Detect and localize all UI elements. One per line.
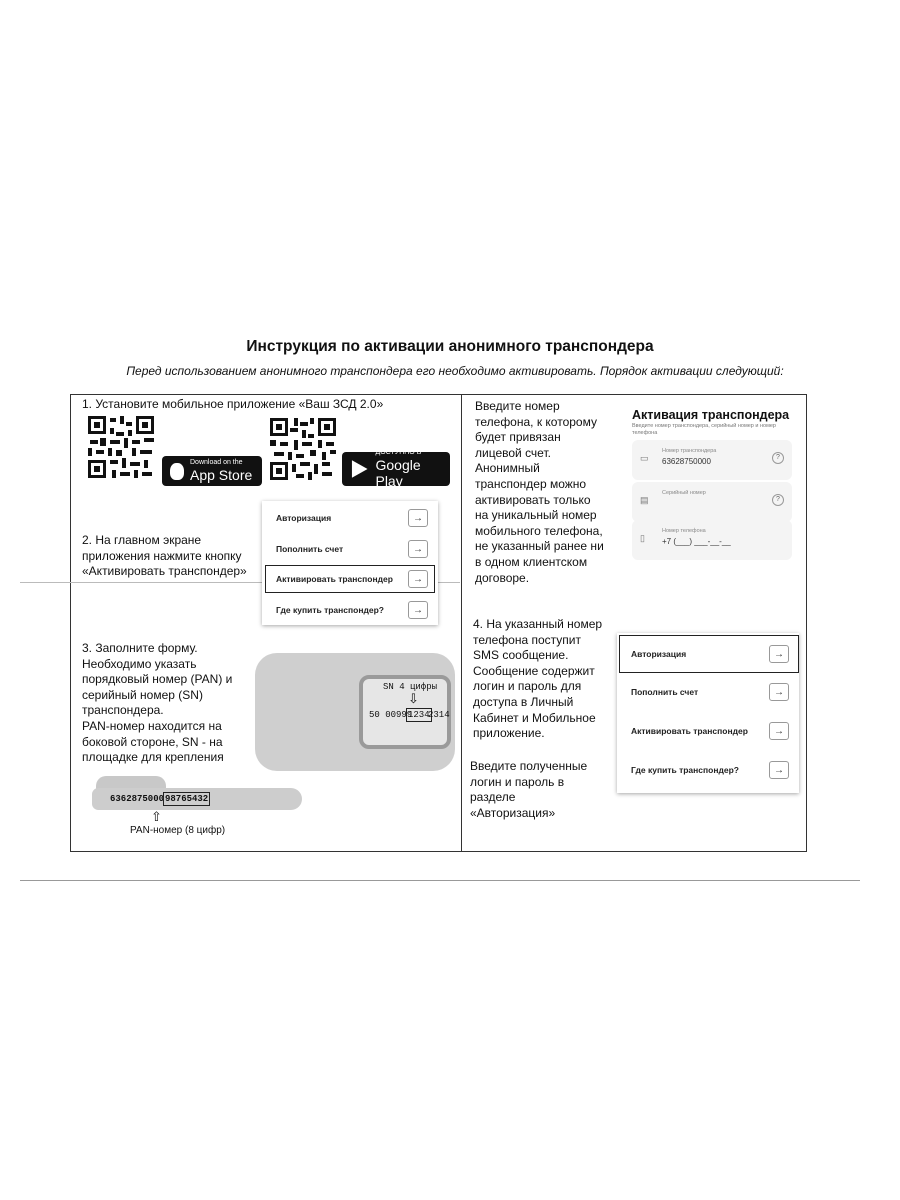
arrow-right-icon: →	[408, 509, 428, 527]
qr-code-icon	[86, 414, 156, 480]
menu-item-label: Пополнить счет	[276, 544, 344, 554]
arrow-right-icon: →	[769, 683, 789, 701]
help-icon[interactable]: ?	[772, 452, 784, 464]
menu-item-label: Авторизация	[276, 513, 332, 523]
pan-number-digits: 98765432	[165, 794, 209, 804]
sn-number-suffix: 2314	[428, 710, 450, 720]
document-icon: ▤	[640, 495, 649, 505]
step4-text: 4. На указанный номер телефона поступит SMS сообщение. Сообщение содержит логин и пароль для доступа в Личный Кабинет и Мобильное приложение.	[473, 617, 603, 741]
card-icon: ▭	[640, 453, 649, 463]
google-play-badge[interactable]	[342, 449, 450, 489]
menu-item-top-up[interactable]	[617, 677, 799, 707]
form-subtitle: Введите номер транспондера, серийный номер и номер телефона	[632, 423, 776, 436]
google-play-large-text: Google Play	[375, 457, 421, 489]
menu-item-label: Где купить транспондер?	[631, 765, 739, 775]
menu-item-where-to-buy[interactable]	[617, 755, 799, 785]
phone-instruction-text: Введите номер телефона, к которому будет привязан лицевой счет. Анонимный транспондер можно активировать только на уникальный номер мобильного телефона, не указанный ранее ни в одном клиентском договоре.	[475, 399, 604, 585]
menu-item-top-up[interactable]	[262, 534, 438, 564]
app-store-large-text: App Store	[190, 467, 253, 483]
apple-icon	[170, 463, 184, 480]
arrow-right-icon: →	[769, 645, 789, 663]
field-value: 63628750000	[662, 457, 711, 466]
scan-line	[20, 880, 860, 881]
intro-text: Перед использованием анонимного транспондера его необходимо активировать. Порядок активации следующий:	[126, 364, 784, 378]
transponder-number-field[interactable]	[632, 440, 792, 480]
pan-caption: PAN-номер (8 цифр)	[130, 825, 226, 836]
menu-item-label: Где купить транспондер?	[276, 605, 384, 615]
arrow-right-icon: →	[769, 761, 789, 779]
phone-number-field[interactable]	[632, 520, 792, 560]
help-icon[interactable]: ?	[772, 494, 784, 506]
app-store-small-text: Download on the	[190, 459, 243, 466]
google-play-icon	[349, 458, 370, 480]
google-play-small-text: ДОСТУПНО В	[375, 449, 422, 456]
arrow-right-icon: →	[408, 540, 428, 558]
qr-code-appstore	[86, 414, 156, 485]
menu-item-activate[interactable]	[617, 716, 799, 746]
menu-item-label: Авторизация	[631, 649, 687, 659]
sn-label: SN 4 цифры	[383, 682, 438, 692]
menu-item-label: Активировать транспондер	[276, 574, 393, 584]
field-label: Номер телефона	[662, 528, 706, 534]
step3-text: 3. Заполните форму. Необходимо указать порядковый номер (PAN) и серийный номер (SN) транспондера. PAN-номер находится на боковой стороне, SN - на площадке для крепления	[82, 641, 233, 765]
page-title: Инструкция по активации анонимного транспондера	[246, 338, 654, 355]
menu-item-where-to-buy[interactable]	[262, 595, 438, 625]
arrow-right-icon: →	[769, 722, 789, 740]
serial-number-field[interactable]	[632, 482, 792, 522]
menu-item-authorization[interactable]	[262, 503, 438, 533]
arrow-right-icon: →	[408, 601, 428, 619]
sn-number-prefix: 50 00999	[369, 710, 413, 720]
step4-login-text: Введите полученные логин и пароль в разделе «Авторизация»	[470, 759, 588, 820]
column-divider	[461, 394, 462, 852]
transponder-side-image	[92, 776, 302, 812]
field-value: +7 (___) ___-__-__	[662, 537, 731, 546]
phone-icon: ▯	[640, 533, 645, 543]
form-title: Активация транспондера	[632, 408, 790, 422]
app-menu-screenshot-auth	[617, 633, 799, 793]
highlight-frame	[619, 635, 799, 673]
activation-form-screenshot	[622, 402, 802, 557]
qr-code-googleplay	[268, 416, 338, 487]
arrow-down-icon: ⇩	[408, 691, 419, 706]
sn-number-digits: 1234	[408, 710, 430, 720]
transponder-mount-image	[255, 653, 455, 771]
step1-text: 1. Установите мобильное приложение «Ваш ЗСД 2.0»	[82, 397, 384, 411]
arrow-right-icon: →	[408, 570, 428, 588]
app-store-badge[interactable]	[162, 456, 262, 486]
menu-item-label: Пополнить счет	[631, 687, 699, 697]
arrow-up-icon: ⇧	[151, 809, 162, 824]
field-label: Серийный номер	[662, 490, 706, 496]
app-menu-screenshot	[262, 501, 438, 625]
pan-number-prefix: 6362875000	[110, 794, 165, 804]
field-label: Номер транспондера	[662, 448, 717, 454]
menu-item-label: Активировать транспондер	[631, 726, 748, 736]
highlight-frame	[265, 565, 435, 593]
qr-code-icon	[268, 416, 338, 482]
step2-text: 2. На главном экране приложения нажмите кнопку «Активировать транспондер»	[82, 533, 247, 579]
